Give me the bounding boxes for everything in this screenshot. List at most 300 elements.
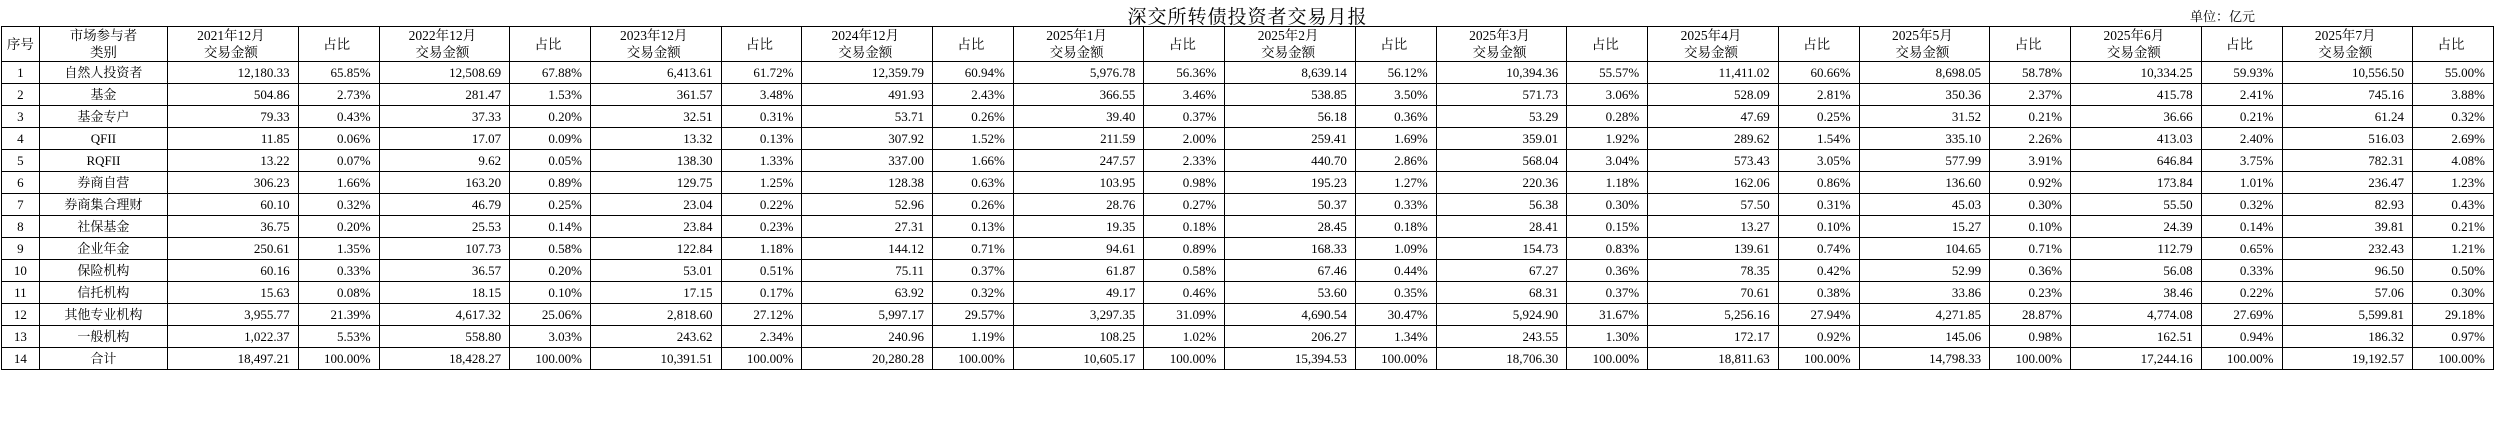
cell-share: 100.00%: [2413, 348, 2494, 370]
cell-amount: 17.07: [379, 128, 510, 150]
cell-share: 5.53%: [298, 326, 379, 348]
cell-category: 基金: [39, 84, 167, 106]
cell-category: 信托机构: [39, 282, 167, 304]
cell-share: 1.53%: [510, 84, 591, 106]
cell-amount: 4,271.85: [1859, 304, 1990, 326]
cell-share: 0.23%: [721, 216, 802, 238]
cell-share: 1.02%: [1144, 326, 1225, 348]
cell-amount: 122.84: [591, 238, 722, 260]
cell-amount: 94.61: [1013, 238, 1144, 260]
cell-share: 61.72%: [721, 62, 802, 84]
cell-amount: 13.27: [1648, 216, 1779, 238]
cell-share: 0.08%: [298, 282, 379, 304]
column-header-share: 占比: [1778, 27, 1859, 62]
cell-amount: 4,690.54: [1225, 304, 1356, 326]
column-header-amount: 2023年12月 交易金额: [591, 27, 722, 62]
cell-amount: 12,359.79: [802, 62, 933, 84]
cell-share: 56.36%: [1144, 62, 1225, 84]
cell-share: 0.65%: [2201, 238, 2282, 260]
cell-amount: 413.03: [2071, 128, 2202, 150]
cell-amount: 577.99: [1859, 150, 1990, 172]
cell-amount: 60.10: [168, 194, 299, 216]
cell-share: 0.33%: [298, 260, 379, 282]
cell-index: 6: [2, 172, 40, 194]
cell-index: 12: [2, 304, 40, 326]
cell-amount: 61.24: [2282, 106, 2413, 128]
cell-share: 29.18%: [2413, 304, 2494, 326]
cell-amount: 307.92: [802, 128, 933, 150]
cell-share: 0.23%: [1990, 282, 2071, 304]
cell-share: 1.19%: [932, 326, 1013, 348]
cell-amount: 33.86: [1859, 282, 1990, 304]
cell-share: 29.57%: [932, 304, 1013, 326]
cell-share: 2.41%: [2201, 84, 2282, 106]
cell-index: 14: [2, 348, 40, 370]
cell-share: 0.58%: [510, 238, 591, 260]
cell-share: 59.93%: [2201, 62, 2282, 84]
column-header-amount: 2022年12月 交易金额: [379, 27, 510, 62]
cell-share: 21.39%: [298, 304, 379, 326]
cell-share: 0.33%: [1355, 194, 1436, 216]
cell-share: 3.48%: [721, 84, 802, 106]
cell-share: 1.54%: [1778, 128, 1859, 150]
cell-amount: 3,955.77: [168, 304, 299, 326]
cell-share: 0.26%: [932, 106, 1013, 128]
cell-amount: 79.33: [168, 106, 299, 128]
cell-amount: 538.85: [1225, 84, 1356, 106]
cell-index: 7: [2, 194, 40, 216]
column-header-share: 占比: [1144, 27, 1225, 62]
table-row: [2, 150, 2494, 172]
cell-share: 0.30%: [2413, 282, 2494, 304]
cell-share: 100.00%: [298, 348, 379, 370]
cell-share: 3.46%: [1144, 84, 1225, 106]
cell-share: 0.89%: [1144, 238, 1225, 260]
cell-index: 8: [2, 216, 40, 238]
column-header-share: 占比: [932, 27, 1013, 62]
cell-share: 0.58%: [1144, 260, 1225, 282]
cell-amount: 11.85: [168, 128, 299, 150]
cell-amount: 138.30: [591, 150, 722, 172]
table-row: [2, 128, 2494, 150]
cell-share: 0.06%: [298, 128, 379, 150]
cell-share: 2.73%: [298, 84, 379, 106]
cell-amount: 243.55: [1436, 326, 1567, 348]
investor-trading-table: [1, 26, 2494, 370]
cell-amount: 782.31: [2282, 150, 2413, 172]
cell-amount: 47.69: [1648, 106, 1779, 128]
cell-share: 0.35%: [1355, 282, 1436, 304]
cell-amount: 5,256.16: [1648, 304, 1779, 326]
cell-amount: 440.70: [1225, 150, 1356, 172]
column-header-share: 占比: [2201, 27, 2282, 62]
cell-share: 0.71%: [932, 238, 1013, 260]
cell-amount: 28.41: [1436, 216, 1567, 238]
cell-share: 100.00%: [1144, 348, 1225, 370]
table-header: [2, 27, 2494, 62]
cell-amount: 78.35: [1648, 260, 1779, 282]
table-row: [2, 84, 2494, 106]
cell-amount: 55.50: [2071, 194, 2202, 216]
cell-amount: 14,798.33: [1859, 348, 1990, 370]
cell-share: 1.66%: [298, 172, 379, 194]
cell-share: 0.36%: [1355, 106, 1436, 128]
cell-share: 2.86%: [1355, 150, 1436, 172]
cell-share: 0.25%: [510, 194, 591, 216]
cell-amount: 49.17: [1013, 282, 1144, 304]
cell-share: 0.97%: [2413, 326, 2494, 348]
cell-amount: 2,818.60: [591, 304, 722, 326]
cell-amount: 5,924.90: [1436, 304, 1567, 326]
cell-share: 1.23%: [2413, 172, 2494, 194]
cell-amount: 63.92: [802, 282, 933, 304]
cell-share: 0.37%: [1144, 106, 1225, 128]
column-header-share: 占比: [1990, 27, 2071, 62]
cell-category: 合计: [39, 348, 167, 370]
cell-share: 0.21%: [2201, 106, 2282, 128]
cell-share: 1.52%: [932, 128, 1013, 150]
cell-share: 2.37%: [1990, 84, 2071, 106]
cell-amount: 558.80: [379, 326, 510, 348]
cell-amount: 57.50: [1648, 194, 1779, 216]
cell-amount: 528.09: [1648, 84, 1779, 106]
cell-share: 0.14%: [2201, 216, 2282, 238]
cell-amount: 52.99: [1859, 260, 1990, 282]
cell-share: 0.42%: [1778, 260, 1859, 282]
cell-share: 58.78%: [1990, 62, 2071, 84]
cell-share: 2.33%: [1144, 150, 1225, 172]
cell-share: 100.00%: [2201, 348, 2282, 370]
cell-amount: 19,192.57: [2282, 348, 2413, 370]
table-row: [2, 194, 2494, 216]
cell-share: 1.69%: [1355, 128, 1436, 150]
cell-amount: 23.04: [591, 194, 722, 216]
cell-amount: 571.73: [1436, 84, 1567, 106]
column-header-share: 占比: [298, 27, 379, 62]
cell-share: 3.50%: [1355, 84, 1436, 106]
cell-amount: 136.60: [1859, 172, 1990, 194]
cell-amount: 12,508.69: [379, 62, 510, 84]
cell-amount: 52.96: [802, 194, 933, 216]
cell-share: 0.92%: [1990, 172, 2071, 194]
cell-amount: 46.79: [379, 194, 510, 216]
cell-amount: 36.75: [168, 216, 299, 238]
cell-share: 100.00%: [1778, 348, 1859, 370]
cell-share: 0.21%: [2413, 216, 2494, 238]
cell-amount: 36.57: [379, 260, 510, 282]
cell-share: 1.01%: [2201, 172, 2282, 194]
column-header-amount: 2025年1月 交易金额: [1013, 27, 1144, 62]
table-row: [2, 238, 2494, 260]
cell-amount: 82.93: [2282, 194, 2413, 216]
cell-share: 1.92%: [1567, 128, 1648, 150]
cell-share: 0.17%: [721, 282, 802, 304]
cell-amount: 10,605.17: [1013, 348, 1144, 370]
cell-share: 0.25%: [1778, 106, 1859, 128]
cell-category: QFII: [39, 128, 167, 150]
cell-index: 3: [2, 106, 40, 128]
table-header-row: [2, 27, 2494, 62]
cell-share: 31.09%: [1144, 304, 1225, 326]
cell-share: 55.00%: [2413, 62, 2494, 84]
cell-amount: 9.62: [379, 150, 510, 172]
cell-index: 10: [2, 260, 40, 282]
cell-amount: 573.43: [1648, 150, 1779, 172]
cell-amount: 289.62: [1648, 128, 1779, 150]
cell-amount: 108.25: [1013, 326, 1144, 348]
cell-amount: 27.31: [802, 216, 933, 238]
cell-share: 0.31%: [721, 106, 802, 128]
cell-amount: 129.75: [591, 172, 722, 194]
cell-share: 0.21%: [1990, 106, 2071, 128]
column-header-share: 占比: [1567, 27, 1648, 62]
cell-amount: 28.45: [1225, 216, 1356, 238]
cell-amount: 144.12: [802, 238, 933, 260]
cell-share: 0.18%: [1144, 216, 1225, 238]
cell-share: 0.10%: [510, 282, 591, 304]
cell-amount: 104.65: [1859, 238, 1990, 260]
cell-amount: 12,180.33: [168, 62, 299, 84]
cell-amount: 1,022.37: [168, 326, 299, 348]
cell-amount: 11,411.02: [1648, 62, 1779, 84]
cell-share: 0.43%: [2413, 194, 2494, 216]
column-header-amount: 2021年12月 交易金额: [168, 27, 299, 62]
cell-share: 0.43%: [298, 106, 379, 128]
table-body: [2, 62, 2494, 370]
column-header-amount: 2025年4月 交易金额: [1648, 27, 1779, 62]
cell-share: 0.20%: [510, 106, 591, 128]
cell-share: 0.36%: [1567, 260, 1648, 282]
cell-share: 0.20%: [298, 216, 379, 238]
cell-share: 2.00%: [1144, 128, 1225, 150]
cell-amount: 3,297.35: [1013, 304, 1144, 326]
cell-amount: 18,428.27: [379, 348, 510, 370]
cell-share: 1.30%: [1567, 326, 1648, 348]
table-row: [2, 216, 2494, 238]
cell-share: 55.57%: [1567, 62, 1648, 84]
cell-amount: 186.32: [2282, 326, 2413, 348]
cell-amount: 128.38: [802, 172, 933, 194]
cell-share: 0.51%: [721, 260, 802, 282]
cell-share: 0.15%: [1567, 216, 1648, 238]
page-title: 深交所转债投资者交易月报: [1127, 7, 1368, 28]
cell-share: 0.37%: [932, 260, 1013, 282]
cell-amount: 18,497.21: [168, 348, 299, 370]
column-header-category: 市场参与者 类别: [39, 27, 167, 62]
cell-share: 25.06%: [510, 304, 591, 326]
cell-amount: 53.60: [1225, 282, 1356, 304]
cell-index: 5: [2, 150, 40, 172]
cell-share: 1.34%: [1355, 326, 1436, 348]
table-row: [2, 326, 2494, 348]
cell-share: 27.94%: [1778, 304, 1859, 326]
cell-index: 11: [2, 282, 40, 304]
cell-amount: 10,556.50: [2282, 62, 2413, 84]
table-row: [2, 348, 2494, 370]
cell-amount: 504.86: [168, 84, 299, 106]
cell-share: 0.07%: [298, 150, 379, 172]
column-header-index: 序号: [2, 27, 40, 62]
cell-share: 0.44%: [1355, 260, 1436, 282]
cell-share: 2.26%: [1990, 128, 2071, 150]
cell-amount: 37.33: [379, 106, 510, 128]
cell-share: 3.06%: [1567, 84, 1648, 106]
cell-share: 3.05%: [1778, 150, 1859, 172]
cell-amount: 139.61: [1648, 238, 1779, 260]
cell-share: 0.37%: [1567, 282, 1648, 304]
cell-category: RQFII: [39, 150, 167, 172]
cell-amount: 236.47: [2282, 172, 2413, 194]
cell-share: 100.00%: [1355, 348, 1436, 370]
cell-index: 4: [2, 128, 40, 150]
cell-amount: 250.61: [168, 238, 299, 260]
cell-amount: 67.46: [1225, 260, 1356, 282]
cell-amount: 112.79: [2071, 238, 2202, 260]
cell-amount: 232.43: [2282, 238, 2413, 260]
cell-amount: 568.04: [1436, 150, 1567, 172]
cell-amount: 19.35: [1013, 216, 1144, 238]
cell-amount: 350.36: [1859, 84, 1990, 106]
cell-amount: 646.84: [2071, 150, 2202, 172]
cell-share: 0.32%: [2413, 106, 2494, 128]
cell-share: 1.18%: [721, 238, 802, 260]
cell-share: 0.26%: [932, 194, 1013, 216]
cell-amount: 56.38: [1436, 194, 1567, 216]
cell-share: 27.12%: [721, 304, 802, 326]
column-header-share: 占比: [721, 27, 802, 62]
cell-share: 0.27%: [1144, 194, 1225, 216]
cell-amount: 516.03: [2282, 128, 2413, 150]
cell-category: 其他专业机构: [39, 304, 167, 326]
cell-amount: 60.16: [168, 260, 299, 282]
cell-category: 社保基金: [39, 216, 167, 238]
cell-share: 0.20%: [510, 260, 591, 282]
column-header-amount: 2025年3月 交易金额: [1436, 27, 1567, 62]
cell-share: 0.38%: [1778, 282, 1859, 304]
cell-share: 0.46%: [1144, 282, 1225, 304]
cell-amount: 162.06: [1648, 172, 1779, 194]
cell-amount: 103.95: [1013, 172, 1144, 194]
cell-amount: 220.36: [1436, 172, 1567, 194]
cell-share: 100.00%: [1990, 348, 2071, 370]
cell-amount: 67.27: [1436, 260, 1567, 282]
cell-amount: 56.08: [2071, 260, 2202, 282]
cell-share: 0.09%: [510, 128, 591, 150]
cell-amount: 53.71: [802, 106, 933, 128]
cell-amount: 23.84: [591, 216, 722, 238]
cell-share: 0.32%: [298, 194, 379, 216]
cell-category: 一般机构: [39, 326, 167, 348]
cell-amount: 24.39: [2071, 216, 2202, 238]
cell-amount: 10,334.25: [2071, 62, 2202, 84]
cell-share: 0.33%: [2201, 260, 2282, 282]
cell-amount: 491.93: [802, 84, 933, 106]
cell-share: 0.10%: [1990, 216, 2071, 238]
cell-share: 60.94%: [932, 62, 1013, 84]
cell-amount: 56.18: [1225, 106, 1356, 128]
cell-share: 3.03%: [510, 326, 591, 348]
cell-amount: 5,997.17: [802, 304, 933, 326]
cell-amount: 195.23: [1225, 172, 1356, 194]
cell-index: 13: [2, 326, 40, 348]
cell-amount: 335.10: [1859, 128, 1990, 150]
cell-amount: 18,811.63: [1648, 348, 1779, 370]
cell-amount: 281.47: [379, 84, 510, 106]
cell-share: 1.27%: [1355, 172, 1436, 194]
cell-share: 0.36%: [1990, 260, 2071, 282]
cell-amount: 154.73: [1436, 238, 1567, 260]
cell-amount: 31.52: [1859, 106, 1990, 128]
cell-amount: 96.50: [2282, 260, 2413, 282]
unit-label: 单位：亿元: [2190, 9, 2256, 24]
column-header-amount: 2025年2月 交易金额: [1225, 27, 1356, 62]
cell-share: 0.98%: [1990, 326, 2071, 348]
cell-category: 保险机构: [39, 260, 167, 282]
cell-amount: 173.84: [2071, 172, 2202, 194]
cell-share: 0.05%: [510, 150, 591, 172]
cell-amount: 366.55: [1013, 84, 1144, 106]
cell-amount: 50.37: [1225, 194, 1356, 216]
cell-share: 0.32%: [932, 282, 1013, 304]
cell-amount: 247.57: [1013, 150, 1144, 172]
cell-share: 2.43%: [932, 84, 1013, 106]
cell-amount: 206.27: [1225, 326, 1356, 348]
cell-share: 0.94%: [2201, 326, 2282, 348]
cell-share: 4.08%: [2413, 150, 2494, 172]
cell-amount: 145.06: [1859, 326, 1990, 348]
cell-amount: 8,698.05: [1859, 62, 1990, 84]
cell-share: 0.50%: [2413, 260, 2494, 282]
cell-share: 0.14%: [510, 216, 591, 238]
cell-share: 0.30%: [1990, 194, 2071, 216]
cell-amount: 240.96: [802, 326, 933, 348]
cell-amount: 57.06: [2282, 282, 2413, 304]
column-header-share: 占比: [510, 27, 591, 62]
cell-amount: 13.32: [591, 128, 722, 150]
cell-amount: 36.66: [2071, 106, 2202, 128]
cell-share: 3.88%: [2413, 84, 2494, 106]
cell-amount: 18.15: [379, 282, 510, 304]
cell-amount: 361.57: [591, 84, 722, 106]
cell-amount: 107.73: [379, 238, 510, 260]
cell-amount: 5,599.81: [2282, 304, 2413, 326]
cell-amount: 745.16: [2282, 84, 2413, 106]
cell-amount: 38.46: [2071, 282, 2202, 304]
cell-share: 0.74%: [1778, 238, 1859, 260]
cell-amount: 53.01: [591, 260, 722, 282]
cell-amount: 53.29: [1436, 106, 1567, 128]
cell-share: 1.33%: [721, 150, 802, 172]
cell-amount: 32.51: [591, 106, 722, 128]
cell-amount: 10,394.36: [1436, 62, 1567, 84]
cell-amount: 243.62: [591, 326, 722, 348]
cell-share: 100.00%: [1567, 348, 1648, 370]
cell-amount: 8,639.14: [1225, 62, 1356, 84]
cell-amount: 259.41: [1225, 128, 1356, 150]
cell-share: 31.67%: [1567, 304, 1648, 326]
cell-share: 2.69%: [2413, 128, 2494, 150]
cell-amount: 4,774.08: [2071, 304, 2202, 326]
cell-share: 1.21%: [2413, 238, 2494, 260]
cell-index: 9: [2, 238, 40, 260]
cell-share: 0.92%: [1778, 326, 1859, 348]
cell-amount: 168.33: [1225, 238, 1356, 260]
cell-share: 2.40%: [2201, 128, 2282, 150]
cell-share: 0.28%: [1567, 106, 1648, 128]
cell-amount: 61.87: [1013, 260, 1144, 282]
cell-share: 0.22%: [2201, 282, 2282, 304]
cell-amount: 172.17: [1648, 326, 1779, 348]
